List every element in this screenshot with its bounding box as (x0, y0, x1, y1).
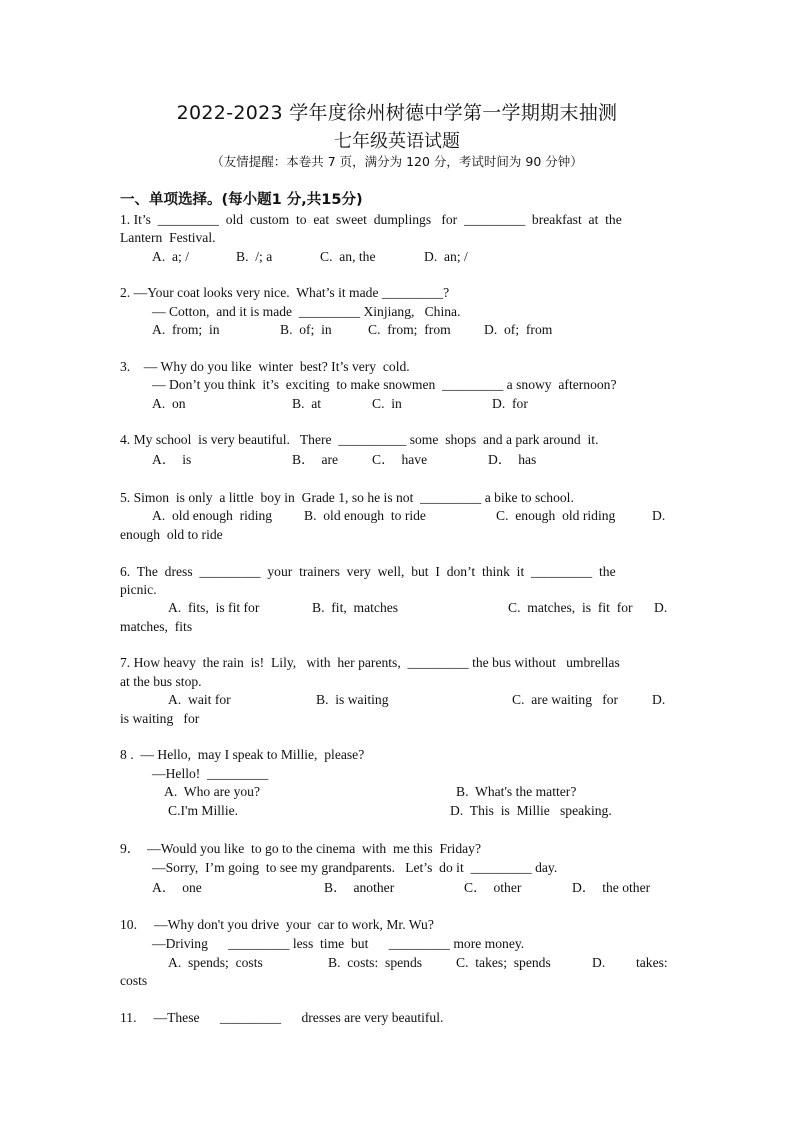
question-11-line-1: 11. —These _________ dresses are very beautiful. (120, 1010, 444, 1025)
question-10-option-d: D. (592, 955, 606, 970)
question-7-option-d: D. (652, 692, 666, 707)
question-7-option-a: A. wait for (168, 692, 231, 707)
question-1-option-c: C. an, the (320, 249, 376, 264)
question-10-option-b: B. costs: spends (328, 955, 423, 970)
exam-note: （友情提醒：本卷共 7 页，满分为 120 分，考试时间为 90 分钟） (211, 154, 583, 169)
question-3-option-b: B. at (292, 396, 322, 411)
question-10-option-c: C. takes; spends (456, 955, 551, 970)
question-7-line-2: at the bus stop. (120, 674, 202, 689)
question-3-option-c: C. in (372, 396, 402, 411)
question-10-line-3: costs (120, 973, 148, 988)
question-5-line-1: 5. Simon is only a little boy in Grade 1, so he is not _________ a bike to school. (120, 490, 574, 505)
question-7-line-3: is waiting for (120, 711, 200, 726)
question-8-line-2: —Hello! _________ (152, 766, 269, 781)
question-5-line-3: enough old to ride (120, 527, 223, 542)
question-9-option-c: C． other (464, 880, 522, 895)
question-6-line-1: 6. The dress _________ your trainers very well, but I don’t think it _________ the (120, 564, 616, 579)
question-1-option-d: D. an; / (424, 249, 468, 264)
question-6-line-2: picnic. (120, 582, 157, 597)
question-4-line-1: 4. My school is very beautiful. There __________ some shops and a park around it. (120, 432, 599, 447)
question-9-line-2: —Sorry, I’m going to see my grandparents. Let’s do it _________ day. (152, 860, 558, 875)
question-1-line-2: Lantern Festival. (120, 230, 216, 245)
exam-subtitle: 七年级英语试题 (334, 131, 460, 152)
exam-title: 2022-2023 学年度徐州树德中学第一学期期末抽测 (176, 102, 618, 124)
question-10-line-1: 10. —Why don't you drive your car to work, Mr. Wu? (120, 917, 434, 932)
question-6-line-3: matches, fits (120, 619, 193, 634)
question-1-option-b: B. /; a (236, 249, 273, 264)
question-3-option-d: D. for (492, 396, 528, 411)
question-2-option-b: B. of; in (280, 322, 332, 337)
question-8-option-c: C.I'm Millie. (168, 803, 239, 818)
question-2-line-1: 2. —Your coat looks very nice. What’s it made _________? (120, 285, 450, 300)
question-9-option-a: A． one (152, 880, 202, 895)
question-7-line-1: 7. How heavy the rain is! Lily, with her parents, _________ the bus without umbrellas (120, 655, 620, 670)
section-heading: 一、单项选择。(每小题1 分,共15分) (120, 192, 363, 208)
question-6-option-c: C. matches, is fit for (508, 600, 633, 615)
question-10-option-d-text: takes: (636, 955, 668, 970)
question-4-option-d: D． has (488, 452, 537, 467)
question-2-option-a: A. from; in (152, 322, 220, 337)
question-7-option-c: C. are waiting for (512, 692, 619, 707)
question-9-option-b: B． another (324, 880, 395, 895)
question-10-line-2: —Driving _________ less time but _________ more money. (152, 936, 525, 951)
question-10-option-a: A. spends; costs (168, 955, 263, 970)
question-2-line-2: — Cotton, and it is made _________ Xinjiang, China. (152, 304, 461, 319)
question-8-line-1: 8 . — Hello, may I speak to Millie, please? (120, 747, 365, 762)
question-4-option-b: B． are (292, 452, 339, 467)
question-5-option-a: A. old enough riding (152, 508, 273, 523)
question-2-option-d: D. of; from (484, 322, 553, 337)
question-8-option-a: A. Who are you? (164, 784, 261, 799)
question-5-option-c: C. enough old riding (496, 508, 616, 523)
question-4-option-a: A． is (152, 452, 192, 467)
question-3-option-a: A. on (152, 396, 186, 411)
question-1-option-a: A. a; / (152, 249, 189, 264)
question-9-option-d: D． the other (572, 880, 651, 895)
question-5-option-d: D. (652, 508, 666, 523)
question-3-line-2: — Don’t you think it’s exciting to make snowmen _________ a snowy afternoon? (152, 377, 617, 392)
question-3-line-1: 3. — Why do you like winter best? It’s very cold. (120, 359, 410, 374)
question-9-line-1: 9． —Would you like to go to the cinema with me this Friday? (120, 841, 481, 856)
question-4-option-c: C． have (372, 452, 428, 467)
question-6-option-d: D. (654, 600, 668, 615)
question-8-option-d: D. This is Millie speaking. (450, 803, 612, 818)
question-1-line-1: 1. It’s _________ old custom to eat sweet dumplings for _________ breakfast at the (120, 212, 622, 227)
question-8-option-b: B. What's the matter? (456, 784, 577, 799)
question-2-option-c: C. from; from (368, 322, 451, 337)
question-7-option-b: B. is waiting (316, 692, 389, 707)
question-5-option-b: B. old enough to ride (304, 508, 426, 523)
question-6-option-b: B. fit, matches (312, 600, 399, 615)
question-6-option-a: A. fits, is fit for (168, 600, 260, 615)
